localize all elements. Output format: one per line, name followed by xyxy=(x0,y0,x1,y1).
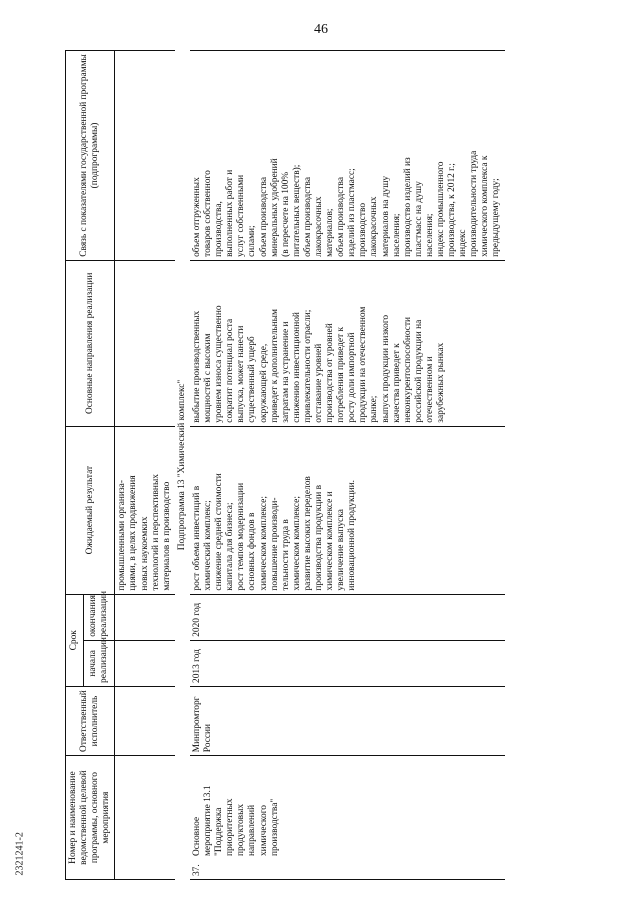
header-executor: Ответственный исполнитель xyxy=(66,686,115,755)
header-link: Связь с показателями государственной программы (подпрограммы) xyxy=(66,51,115,261)
header-start: начала реализации xyxy=(84,640,115,686)
page-number: 46 xyxy=(314,22,328,37)
row-name: Основное мероприятие 13.1 "Поддержка приоритетных продуктовых направлений химического производства" xyxy=(191,785,280,856)
row-number: 37. xyxy=(191,864,202,876)
subprogram-title: Подпрограмма 13 "Химический комплекс" xyxy=(176,379,187,551)
header-name: Номер и наименование ведомственной целевой программы, основного мероприятия xyxy=(66,756,115,880)
row-link: объем отгруженных товаров собственного производства, выполненных работ и услуг собственными силами; объем производства минеральных удобрений (в пересчете на 100% питательных веществ); объем производства лакокрасочных материалов; объем производства изделий из пластмасс; производство лакокрасочных материалов на душу населения; производство изделий из пластмасс на душу населения; индекс промышленного производства, к 2012 г.; индекс производительности труда химического комплекса к предыдущему году; xyxy=(190,51,505,261)
row-directions: выбытие производственных мощностей с высоким уровнем износа существенно сократит потенциал роста выпуска, может нанести существенный ущерб окружающей среде, приведет к дополнительным затратам на устранение и снижению инвестиционной привлекательности отрасли; отставание уровней производства от уровней потребления приведет к росту доли импортной продукции на отечественном рынке; выпуск продукции низкого качества приведет к неконкурентоспособности российской продукции на отечественном и зарубежных рынках xyxy=(190,260,505,426)
continuation-row xyxy=(115,51,175,880)
header-end: окончания реализации xyxy=(84,594,115,640)
header-term: Срок xyxy=(66,594,84,686)
header-result: Ожидаемый результат xyxy=(66,426,115,594)
continuation-result: промышленными организа- циями, в целях продвижения новых наукоемких технологий и перспективных материалов в производство xyxy=(115,426,175,594)
program-table xyxy=(65,50,505,880)
document-code: 2321241-2 xyxy=(14,832,26,876)
row-start: 2013 год xyxy=(190,640,505,686)
subprogram-row xyxy=(175,51,190,880)
row-end: 2020 год xyxy=(190,594,505,640)
rotated-page-content xyxy=(65,50,585,880)
row-executor: Минпромторг России xyxy=(190,686,505,755)
table-row xyxy=(190,51,505,880)
header-directions: Основные направления реализации xyxy=(66,260,115,426)
row-name-cell xyxy=(190,756,505,880)
row-result: рост объема инвестиций в химический комплекс; снижение средней стоимости капитала для бизнеса; рост темпов модернизации основных фондов в химическом комплексе; повышение производи- тельности труда в химическом комплексе; развитие высоких переделов производства продукции в химическом комплексе и увеличение выпуска инновационной продукции. xyxy=(190,426,505,594)
